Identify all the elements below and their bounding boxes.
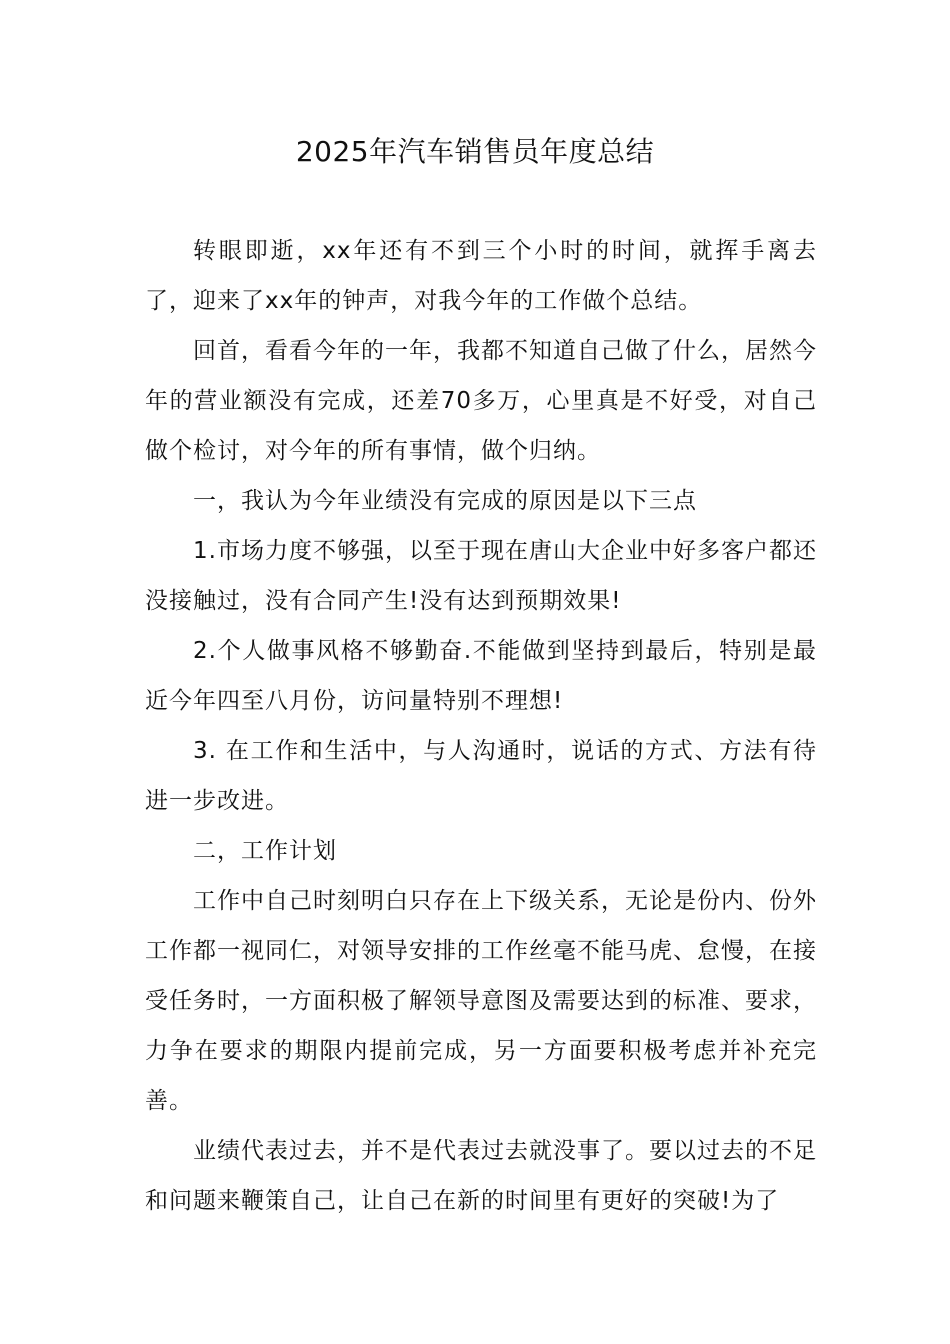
paragraph: 业绩代表过去，并不是代表过去就没事了。要以过去的不足和问题来鞭策自己，让自己在新的时间里有更好的突破!为了 bbox=[145, 1138, 817, 1214]
list-item: 1.市场力度不够强，以至于现在唐山大企业中好多客户都还没接触过，没有合同产生!没有达到预期效果! bbox=[145, 538, 817, 614]
paragraph: 转眼即逝，xx年还有不到三个小时的时间，就挥手离去了，迎来了xx年的钟声，对我今年的工作做个总结。 bbox=[145, 238, 817, 314]
document-title: 2025年汽车销售员年度总结 bbox=[295, 135, 655, 168]
paragraph: 回首，看看今年的一年，我都不知道自己做了什么，居然今年的营业额没有完成，还差70多万，心里真是不好受，对自己做个检讨，对今年的所有事情，做个归纳。 bbox=[145, 338, 817, 464]
document-body bbox=[145, 226, 817, 1226]
section-heading: 二，工作计划 bbox=[193, 838, 337, 864]
section-heading: 一，我认为今年业绩没有完成的原因是以下三点 bbox=[193, 488, 697, 514]
paragraph: 工作中自己时刻明白只存在上下级关系，无论是份内、份外工作都一视同仁，对领导安排的工作丝毫不能马虎、怠慢，在接受任务时，一方面积极了解领导意图及需要达到的标准、要求，力争在要求的期限内提前完成，另一方面要积极考虑并补充完善。 bbox=[145, 888, 817, 1114]
list-item: 2.个人做事风格不够勤奋.不能做到坚持到最后，特别是最近今年四至八月份，访问量特别不理想! bbox=[145, 638, 817, 714]
list-item: 3. 在工作和生活中，与人沟通时，说话的方式、方法有待进一步改进。 bbox=[145, 738, 817, 814]
